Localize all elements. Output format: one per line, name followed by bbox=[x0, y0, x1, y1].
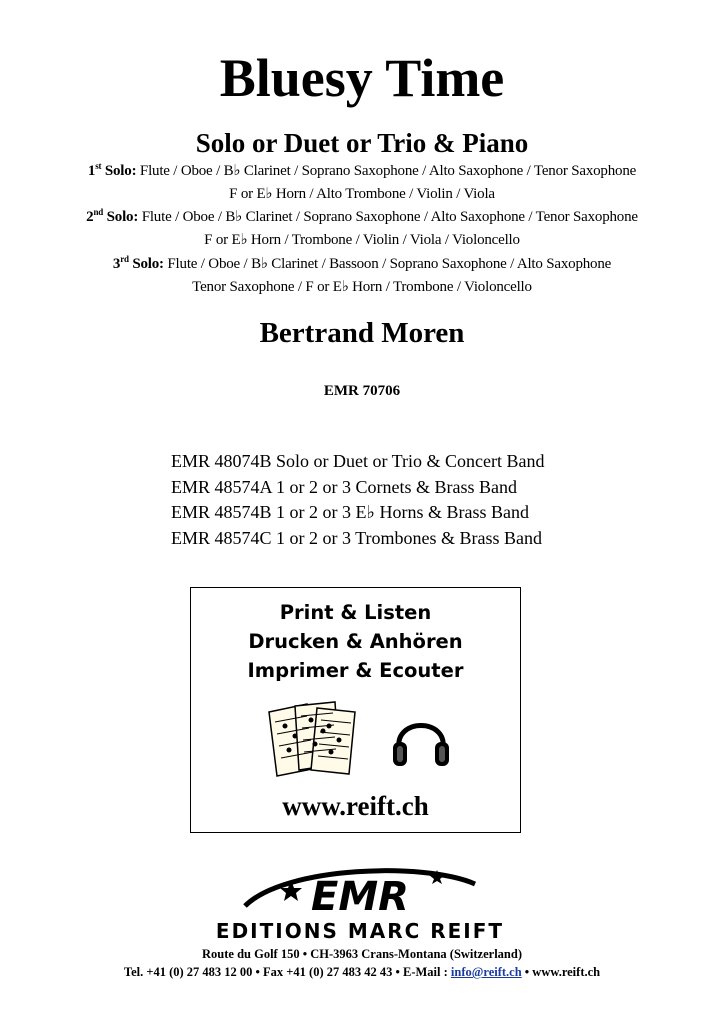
sheet-music-icon bbox=[265, 698, 361, 780]
edition-item: EMR 48074B Solo or Duet or Trio & Concert Band bbox=[171, 451, 545, 471]
instrumentation-subtitle: Solo or Duet or Trio & Piano bbox=[195, 128, 529, 158]
promo-line-french: Imprimer & Ecouter bbox=[247, 659, 464, 682]
catalog-number: EMR 70706 bbox=[323, 383, 401, 399]
edition-item: EMR 48574C 1 or 2 or 3 Trombones & Brass Band bbox=[171, 527, 543, 548]
promo-line-german: Drucken & Anhören bbox=[248, 630, 463, 653]
publisher-contact: Tel. +41 (0) 27 483 12 00 • Fax +41 (0) 27 483 42 43 • E-Mail : info@reift.ch • www.reift.ch bbox=[123, 965, 601, 979]
composer-name: Bertrand Moren bbox=[259, 317, 465, 349]
solo-3-instruments: 3rd Solo: Flute / Oboe / B♭ Clarinet / Bassoon / Soprano Saxophone / Alto Saxophone Tenor Saxophone / F or E♭ Horn / Trombone / Violoncello bbox=[112, 254, 612, 295]
solo-2-instruments: 2nd Solo: Flute / Oboe / B♭ Clarinet / Soprano Saxophone / Alto Saxophone / Tenor Saxophone F or E♭ Horn / Trombone / Violin / Viola / Violoncello bbox=[86, 207, 638, 248]
headphones-icon bbox=[391, 708, 451, 770]
logo-text: EMR bbox=[311, 874, 409, 920]
solo-label: 1st Solo: bbox=[87, 161, 137, 179]
solo-label: 3rd Solo: bbox=[112, 254, 164, 272]
promo-line-english: Print & Listen bbox=[279, 601, 432, 624]
publisher-address: Route du Golf 150 • CH-3963 Crans-Montana (Switzerland) bbox=[202, 947, 522, 961]
print-listen-box bbox=[190, 587, 521, 833]
score-title: Bluesy Time bbox=[219, 48, 505, 108]
email-link[interactable]: info@reift.ch bbox=[450, 965, 522, 979]
edition-item: EMR 48574A 1 or 2 or 3 Cornets & Brass Band bbox=[171, 476, 517, 497]
solo-1-instruments: 1st Solo: Flute / Oboe / B♭ Clarinet / Soprano Saxophone / Alto Saxophone / Tenor Saxophone F or E♭ Horn / Alto Trombone / Violin / Viola bbox=[87, 161, 637, 202]
publisher-name: EDITIONS MARC REIFT bbox=[215, 919, 505, 943]
solo-label: 2nd Solo: bbox=[86, 207, 139, 225]
website-link[interactable]: www.reift.ch bbox=[282, 791, 429, 821]
edition-item: EMR 48574B 1 or 2 or 3 E♭ Horns & Brass Band bbox=[171, 502, 529, 522]
other-editions-list bbox=[171, 449, 545, 551]
